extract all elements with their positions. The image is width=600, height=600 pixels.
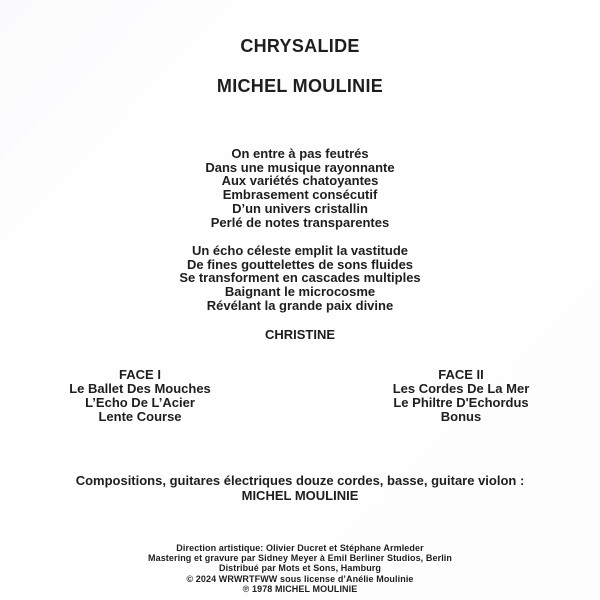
credits-instruments: Compositions, guitares électriques douze cordes, basse, guitare violon :	[75, 473, 525, 488]
track-title: Le Ballet Des Mouches	[69, 381, 211, 396]
poem-line: Dans une musique rayonnante	[205, 159, 395, 175]
tracklist-face-1	[20, 368, 260, 424]
musician-credits	[0, 473, 600, 503]
poem-line: Se transforment en cascades multiples	[179, 270, 421, 286]
poem-line: Aux variétés chatoyantes	[221, 173, 379, 189]
track-title: Les Cordes De La Mer	[392, 381, 530, 396]
track-title: Lente Course	[98, 409, 182, 424]
poem-stanza-2	[0, 244, 600, 313]
track-title: Bonus	[440, 409, 482, 424]
poem-line: Un écho céleste emplit la vastitude	[191, 243, 409, 258]
poem-line: Baignant le microcosme	[224, 284, 376, 300]
fine-print-distribution: Distribué par Mots et Sons, Hamburg	[218, 563, 382, 574]
track-title: Le Philtre D'Echordus	[393, 395, 529, 410]
face-1-label: FACE I	[119, 367, 161, 382]
face-2-label: FACE II	[438, 367, 484, 382]
credits-musician-name: MICHEL MOULINIE	[241, 488, 359, 503]
album-title: CHRYSALIDE	[240, 36, 360, 56]
tracklist-face-2	[341, 368, 581, 424]
track-title: L’Echo De L’Acier	[85, 395, 195, 410]
poem-line: Embrasement consécutif	[222, 187, 378, 203]
fine-print-art-direction: Direction artistique: Olivier Ducret et Stéphane Armleder	[176, 543, 424, 553]
production-fine-print	[0, 543, 600, 594]
poem-line: On entre à pas feutrés	[231, 146, 369, 161]
fine-print-phonogram: ℗ 1978 MICHEL MOULINIE	[242, 583, 358, 594]
poem-author: CHRISTINE	[264, 327, 336, 342]
album-artist: MICHEL MOULINIE	[216, 76, 384, 96]
poem-stanza-1	[0, 147, 600, 229]
poem-line: Révélant la grande paix divine	[206, 297, 394, 313]
poem-line: Perlé de notes transparentes	[210, 214, 390, 230]
poem-line: D’un univers cristallin	[232, 200, 368, 216]
fine-print-mastering: Mastering et gravure par Sidney Meyer à Emil Berliner Studios, Berlin	[148, 553, 452, 564]
poem-line: De fines gouttelettes de sons fluides	[186, 256, 414, 272]
fine-print-copyright: © 2024 WRWRTFWW sous license d’Anélie Moulinie	[186, 573, 414, 584]
